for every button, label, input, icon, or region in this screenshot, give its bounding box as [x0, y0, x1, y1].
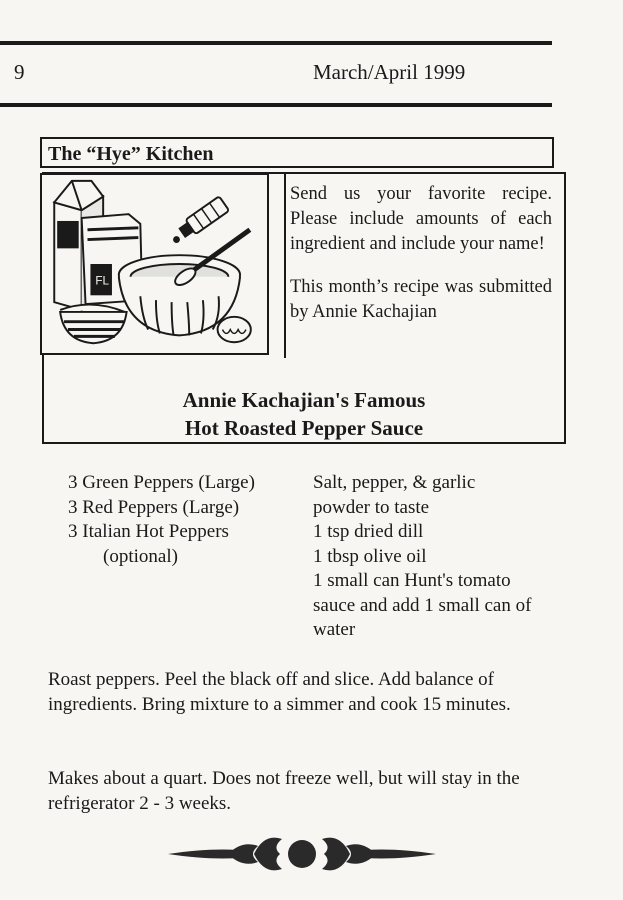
ingredient-item: 3 Green Peppers (Large)	[68, 472, 255, 493]
recipe-directions: Roast peppers. Peel the black off and slice. Add balance of ingredients. Bring mixture to a simmer and cook 15 minutes.	[48, 669, 511, 715]
ingredient-item: 3 Italian Hot Peppers	[68, 521, 229, 542]
intro-text	[290, 182, 552, 325]
ingredients-right-list	[313, 471, 563, 643]
kitchen-ingredients-illustration	[40, 173, 269, 355]
ingredient-item: (optional)	[103, 545, 178, 567]
ingredient-item: water	[313, 619, 356, 640]
recipe-notes: Makes about a quart. Does not freeze well, but will stay in the refrigerator 2 - 3 weeks.	[48, 768, 520, 814]
ingredient-item: sauce and add 1 small can of	[313, 594, 532, 616]
section-title: The “Hye” Kitchen	[40, 137, 554, 168]
recipe-title-line-2: Hot Roasted Pepper Sauce	[184, 416, 424, 440]
ingredient-item: Salt, pepper, & garlic	[313, 472, 476, 493]
ingredient-item: 3 Red Peppers (Large)	[68, 496, 240, 518]
ingredient-item: 1 small can Hunt's tomato	[313, 570, 511, 591]
ingredients-left-list	[68, 471, 255, 569]
column-divider	[284, 173, 286, 358]
issue-date: March/April 1999	[313, 60, 466, 84]
decorative-divider-ornament-icon	[168, 831, 436, 877]
intro-paragraph-1: Send us your favorite recipe. Please include amounts of each ingredient and include your name!	[290, 184, 552, 254]
header-rule-top	[0, 41, 552, 45]
ingredient-item: powder to taste	[313, 496, 430, 518]
intro-paragraph-2: This month’s recipe was submitted by Annie Kachajian	[290, 277, 552, 322]
page-number: 9	[14, 60, 25, 84]
recipe-title-line-1: Annie Kachajian's Famous	[182, 388, 426, 412]
ingredient-item: 1 tbsp olive oil	[313, 545, 427, 567]
recipe-title	[44, 386, 564, 442]
header-rule-bottom	[0, 103, 552, 107]
ingredient-item: 1 tsp dried dill	[313, 521, 424, 542]
svg-text:FL: FL	[95, 274, 110, 288]
